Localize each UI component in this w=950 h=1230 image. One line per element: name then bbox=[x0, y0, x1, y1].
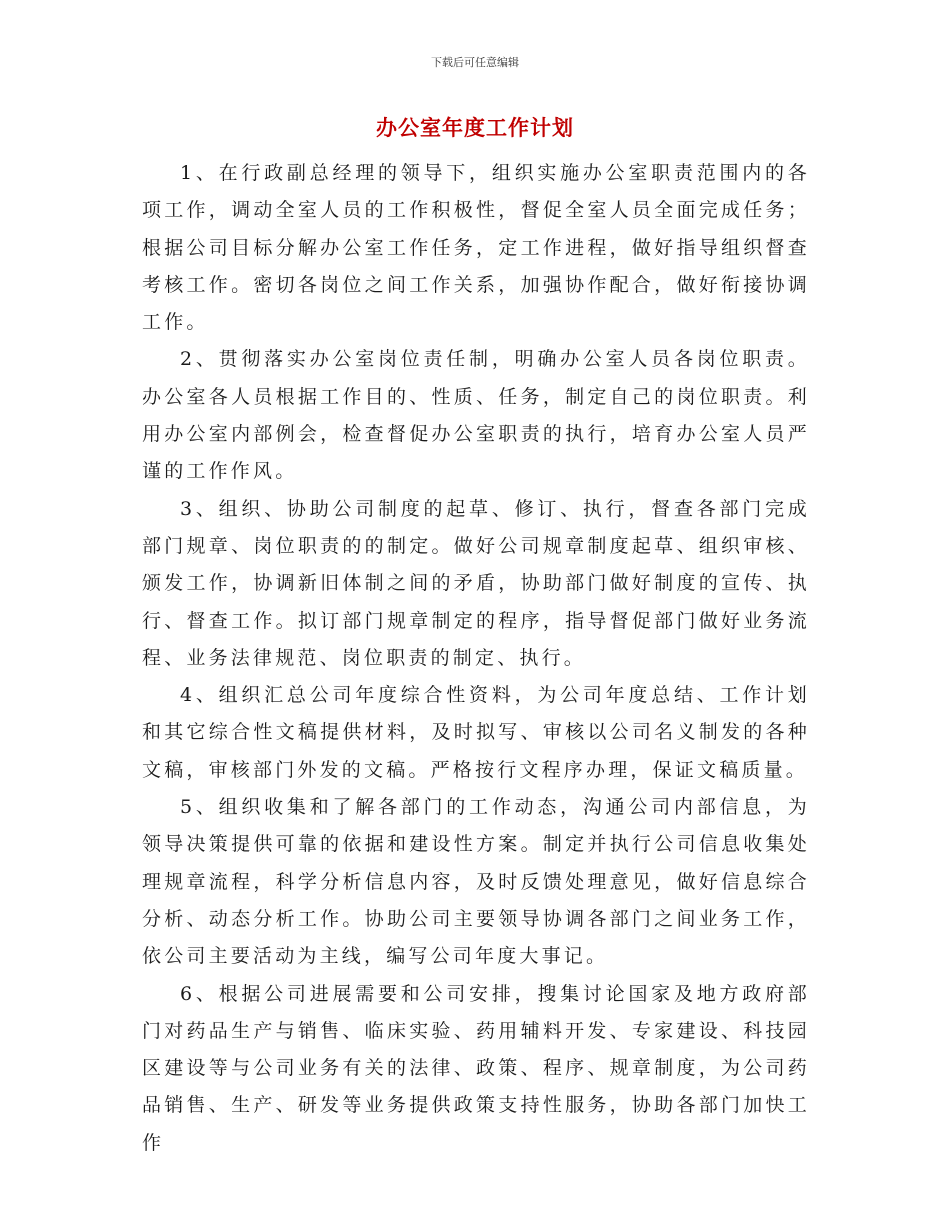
paragraph-2: 2、贯彻落实办公室岗位责任制，明确办公室人员各岗位职责。办公室各人员根据工作目的、性质、任务，制定自己的岗位职责。利用办公室内部例会，检查督促办公室职责的执行，培育办公室人员严谨的工作作风。 bbox=[142, 348, 810, 483]
header-note: 下载后可任意编辑 bbox=[431, 56, 519, 69]
document-body bbox=[142, 155, 810, 1162]
paragraph-5: 5、组织收集和了解各部门的工作动态，沟通公司内部信息，为领导决策提供可靠的依据和建设性方案。制定并执行公司信息收集处理规章流程，科学分析信息内容，及时反馈处理意见，做好信息综合分析、动态分析工作。协助公司主要领导协调各部门之间业务工作，依公司主要活动为主线，编写公司年度大事记。 bbox=[142, 796, 810, 968]
paragraph-6: 6、根据公司进展需要和公司安排，搜集讨论国家及地方政府部门对药品生产与销售、临床实验、药用辅料开发、专家建设、科技园区建设等与公司业务有关的法律、政策、程序、规章制度，为公司药品销售、生产、研发等业务提供政策支持性服务，协助各部门加快工作 bbox=[142, 982, 810, 1154]
document-title: 办公室年度工作计划 bbox=[376, 115, 574, 140]
paragraph-1: 1、在行政副总经理的领导下，组织实施办公室职责范围内的各项工作，调动全室人员的工作积极性，督促全室人员全面完成任务；根据公司目标分解办公室工作任务，定工作进程，做好指导组织督查考核工作。密切各岗位之间工作关系，加强协作配合，做好衔接协调工作。 bbox=[142, 162, 810, 334]
paragraph-4: 4、组织汇总公司年度综合性资料，为公司年度总结、工作计划和其它综合性文稿提供材料，及时拟写、审核以公司名义制发的各种文稿，审核部门外发的文稿。严格按行文程序办理，保证文稿质量。 bbox=[142, 684, 810, 781]
paragraph-3: 3、组织、协助公司制度的起草、修订、执行，督查各部门完成部门规章、岗位职责的的制定。做好公司规章制度起草、组织审核、颁发工作，协调新旧体制之间的矛盾，协助部门做好制度的宣传、执行、督查工作。拟订部门规章制定的程序，指导督促部门做好业务流程、业务法律规范、岗位职责的制定、执行。 bbox=[142, 497, 810, 669]
